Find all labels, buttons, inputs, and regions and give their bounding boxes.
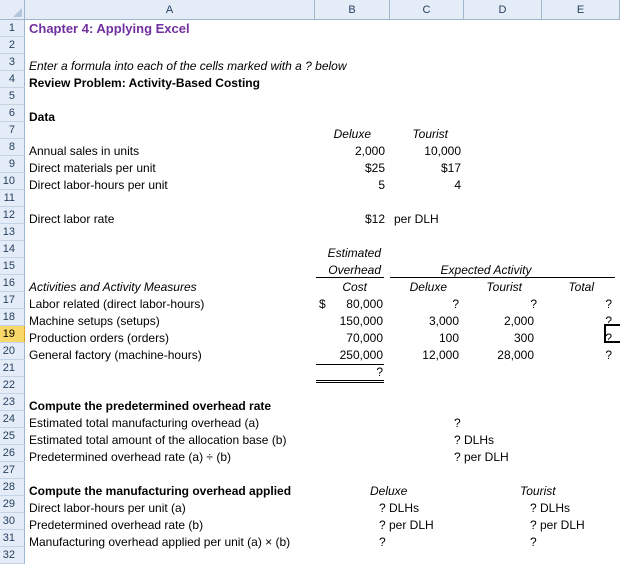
row-header-23[interactable]: 23 <box>0 394 25 411</box>
cell-b28[interactable]: Deluxe <box>370 484 408 498</box>
row-header-11[interactable]: 11 <box>0 190 25 207</box>
row-header-2[interactable]: 2 <box>0 37 25 54</box>
row-header-16[interactable]: 16 <box>0 275 25 292</box>
cell-d30[interactable]: ? per DLH <box>530 518 585 532</box>
row-header-13[interactable]: 13 <box>0 224 25 241</box>
cell-d29[interactable]: ? DLHs <box>530 501 571 515</box>
cell-c10[interactable]: 4 <box>454 178 461 192</box>
cell-b31[interactable]: ? <box>379 535 386 549</box>
total-single-rule <box>316 364 384 365</box>
cell-d20[interactable]: 28,000 <box>497 348 534 362</box>
cell-c18[interactable]: 3,000 <box>428 314 459 328</box>
row-header-4[interactable]: 4 <box>0 71 25 88</box>
row-header-19[interactable]: 19 <box>0 326 25 343</box>
cell-a29[interactable]: Direct labor-hours per unit (a) <box>29 501 186 515</box>
cell-b7[interactable]: Deluxe <box>333 127 371 141</box>
cell-a6[interactable]: Data <box>29 110 56 124</box>
cell-a24[interactable]: Estimated total manufacturing overhead (a) <box>29 416 260 430</box>
row-header-8[interactable]: 8 <box>0 139 25 156</box>
row-header-18[interactable]: 18 <box>0 309 25 326</box>
row-header-31[interactable]: 31 <box>0 530 25 547</box>
row-header-3[interactable]: 3 <box>0 54 25 71</box>
row-header-17[interactable]: 17 <box>0 292 25 309</box>
cell-b8[interactable]: 2,000 <box>354 144 385 158</box>
cell-a20[interactable]: General factory (machine-hours) <box>29 348 202 362</box>
cell-c12[interactable]: per DLH <box>394 212 439 226</box>
cell-c7[interactable]: Tourist <box>412 127 448 141</box>
cell-a28[interactable]: Compute the manufacturing overhead applied <box>29 484 292 498</box>
cell-b18[interactable]: 150,000 <box>339 314 383 328</box>
row-header-24[interactable]: 24 <box>0 411 25 428</box>
row-header-10[interactable]: 10 <box>0 173 25 190</box>
cell-d28[interactable]: Tourist <box>520 484 556 498</box>
row-header-7[interactable]: 7 <box>0 122 25 139</box>
column-header-b[interactable]: B <box>315 0 390 20</box>
row-header-12[interactable]: 12 <box>0 207 25 224</box>
cell-b15[interactable]: Overhead <box>328 263 381 277</box>
cell-b21[interactable]: ? <box>376 365 383 379</box>
column-header-d[interactable]: D <box>464 0 542 20</box>
cell-d31[interactable]: ? <box>530 535 537 549</box>
worksheet-grid[interactable] <box>25 20 620 562</box>
cell-d17[interactable]: ? <box>530 297 537 311</box>
cell-a18[interactable]: Machine setups (setups) <box>29 314 160 328</box>
row-header-27[interactable]: 27 <box>0 462 25 479</box>
cell-a30[interactable]: Predetermined overhead rate (b) <box>29 518 204 532</box>
cell-b19[interactable]: 70,000 <box>346 331 383 345</box>
cell-e17[interactable]: ? <box>605 297 612 311</box>
cell-b9[interactable]: $25 <box>364 161 385 175</box>
active-cell-selection[interactable] <box>604 324 620 343</box>
cell-c24[interactable]: ? <box>454 416 461 430</box>
row-header-1[interactable]: 1 <box>0 20 25 37</box>
cell-c19[interactable]: 100 <box>438 331 459 345</box>
cell-b17-currency: $ <box>319 297 326 311</box>
total-double-rule-1 <box>316 380 384 381</box>
cell-a19[interactable]: Production orders (orders) <box>29 331 170 345</box>
row-header-30[interactable]: 30 <box>0 513 25 530</box>
cell-a9[interactable]: Direct materials per unit <box>29 161 156 175</box>
cell-b20[interactable]: 250,000 <box>339 348 383 362</box>
cell-d15[interactable]: Expected Activity <box>440 263 532 277</box>
row-header-20[interactable]: 20 <box>0 343 25 360</box>
row-header-6[interactable]: 6 <box>0 105 25 122</box>
cell-c9[interactable]: $17 <box>440 161 461 175</box>
cell-a16[interactable]: Activities and Activity Measures <box>29 280 197 294</box>
overhead-header-rule <box>316 277 384 278</box>
cell-a17[interactable]: Labor related (direct labor-hours) <box>29 297 205 311</box>
cell-c26[interactable]: ? per DLH <box>454 450 509 464</box>
cell-a23[interactable]: Compute the predetermined overhead rate <box>29 399 272 413</box>
expected-activity-rule <box>390 277 615 278</box>
row-header-32[interactable]: 32 <box>0 547 25 564</box>
cell-e18[interactable]: ? <box>605 314 612 328</box>
row-header-21[interactable]: 21 <box>0 360 25 377</box>
row-header-28[interactable]: 28 <box>0 479 25 496</box>
row-header-29[interactable]: 29 <box>0 496 25 513</box>
row-header-22[interactable]: 22 <box>0 377 25 394</box>
cell-a31[interactable]: Manufacturing overhead applied per unit (a) × (b) <box>29 535 291 549</box>
row-header-15[interactable]: 15 <box>0 258 25 275</box>
cell-b29[interactable]: ? DLHs <box>379 501 420 515</box>
total-double-rule-2 <box>316 382 384 383</box>
cell-c8[interactable]: 10,000 <box>424 144 461 158</box>
cell-a8[interactable]: Annual sales in units <box>29 144 140 158</box>
cell-a4[interactable]: Review Problem: Activity-Based Costing <box>29 76 260 90</box>
row-header-25[interactable]: 25 <box>0 428 25 445</box>
cell-a10[interactable]: Direct labor-hours per unit <box>29 178 168 192</box>
cell-e16[interactable]: Total <box>568 280 594 294</box>
cell-c17[interactable]: ? <box>452 297 459 311</box>
cell-e19[interactable]: ? <box>605 331 612 345</box>
cell-d16[interactable]: Tourist <box>486 280 522 294</box>
row-header-14[interactable]: 14 <box>0 241 25 258</box>
cell-d18[interactable]: 2,000 <box>503 314 534 328</box>
cell-b30[interactable]: ? per DLH <box>379 518 434 532</box>
cell-b10[interactable]: 5 <box>378 178 385 192</box>
column-header-a[interactable]: A <box>25 0 315 20</box>
cell-e20[interactable]: ? <box>605 348 612 362</box>
cell-b12[interactable]: $12 <box>364 212 385 226</box>
column-header-c[interactable]: C <box>390 0 464 20</box>
cell-b17[interactable]: 80,000 <box>346 297 383 311</box>
row-header-26[interactable]: 26 <box>0 445 25 462</box>
cell-a25[interactable]: Estimated total amount of the allocation base (b) <box>29 433 287 447</box>
cell-a26[interactable]: Predetermined overhead rate (a) ÷ (b) <box>29 450 232 464</box>
row-header-9[interactable]: 9 <box>0 156 25 173</box>
cell-a1[interactable]: Chapter 4: Applying Excel <box>29 21 190 36</box>
cell-c16[interactable]: Deluxe <box>409 280 447 294</box>
cell-c25[interactable]: ? DLHs <box>454 433 495 447</box>
cell-a12[interactable]: Direct labor rate <box>29 212 115 226</box>
cell-d19[interactable]: 300 <box>513 331 534 345</box>
cell-b16[interactable]: Cost <box>342 280 367 294</box>
cell-c20[interactable]: 12,000 <box>422 348 459 362</box>
cell-a3[interactable]: Enter a formula into each of the cells marked with a ? below <box>29 59 347 73</box>
column-header-e[interactable]: E <box>542 0 620 20</box>
cell-b14[interactable]: Estimated <box>327 246 381 260</box>
select-all-corner[interactable] <box>0 0 25 20</box>
row-header-5[interactable]: 5 <box>0 88 25 105</box>
